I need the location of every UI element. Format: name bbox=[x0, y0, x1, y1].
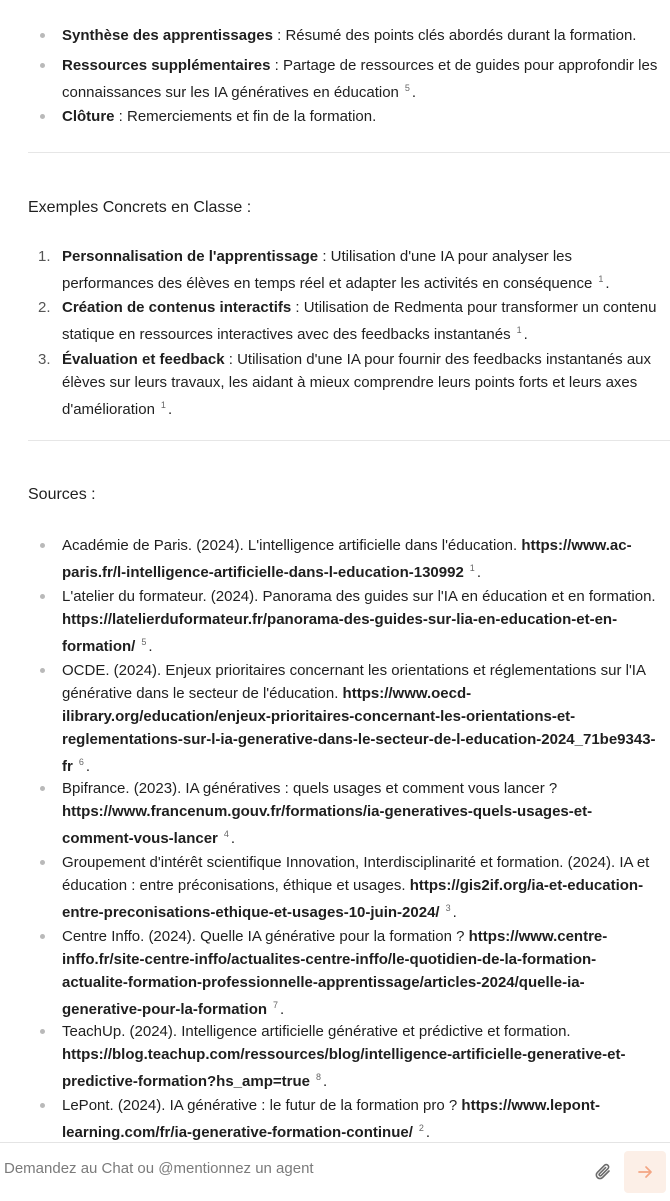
list-item: Ressources supplémentaires : Partage de ressources et de guides pour approfondir les connaissances sur les IA génératives en éducation $^5$ . bbox=[62, 54, 662, 104]
source-item: LePont. (2024). IA générative : le futur de la formation pro ? https://www.lepont-learning.com/fr/ia-generative-formation-continue/ $^2$ . bbox=[62, 1094, 662, 1144]
send-button[interactable] bbox=[624, 1151, 666, 1193]
source-link[interactable]: https://www.lepont-learning.com/fr/ia-generative-formation-continue/ bbox=[62, 1097, 600, 1141]
item-number: 2. bbox=[38, 299, 51, 316]
item-text: : Utilisation d'une IA pour analyser les performances des élèves en temps réel et adapter les activités en conséquence bbox=[62, 248, 593, 292]
source-text: OCDE. (2024). Enjeux prioritaires concernant les orientations et réglementations sur l'IA générative dans le secteur de l'éducation. bbox=[62, 662, 646, 702]
source-text: Bpifrance. (2023). IA génératives : quels usages et comment vous lancer ? bbox=[62, 780, 558, 797]
item-text: : Partage de ressources et de guides pour approfondir les connaissances sur les IA génératives en éducation bbox=[62, 57, 658, 101]
source-link[interactable]: https://latelierduformateur.fr/panorama-des-guides-sur-lia-en-education-et-en-formation/ bbox=[62, 611, 618, 655]
source-link[interactable]: https://blog.teachup.com/ressources/blog/intelligence-artificielle-generative-et-predictive-formation?hs_amp=true bbox=[62, 1046, 626, 1090]
citation-ref[interactable]: 5 bbox=[404, 83, 410, 93]
item-text: : Utilisation d'une IA pour fournir des feedbacks instantanés aux élèves sur leurs travaux, les aidant à mieux comprendre leurs points forts et leurs axes d'amélioration bbox=[62, 351, 652, 418]
list-item bbox=[62, 105, 662, 128]
citation-ref[interactable]: 7 bbox=[273, 1000, 279, 1010]
source-text: LePont. (2024). IA générative : le futur de la formation pro ? bbox=[62, 1097, 462, 1114]
citation-ref[interactable]: 1 bbox=[160, 400, 166, 410]
section-heading: Exemples Concrets en Classe : bbox=[28, 199, 252, 216]
list-item: 3. Évaluation et feedback : Utilisation d'une IA pour fournir des feedbacks instantanés aux élèves sur leurs travaux, les aidant à mieux comprendre leurs points forts et leurs axes d'amélioration $^1$ . bbox=[62, 348, 662, 421]
item-text: : Résumé des points clés abordés durant la formation. bbox=[272, 27, 637, 44]
source-item: OCDE. (2024). Enjeux prioritaires concernant les orientations et réglementations sur l'IA générative dans le secteur de l'éducation. https://www.oecd-ilibrary.org/education/enjeux-prioritaires-concernant-les-orientations-et-reglementations-sur-l-ia-generative-dans-le-secteur-de-l-education-2024_71be9343-fr $^6$ . bbox=[62, 659, 662, 778]
divider bbox=[28, 152, 670, 153]
bullet-dot bbox=[40, 543, 45, 548]
item-title: Ressources supplémentaires bbox=[62, 57, 271, 74]
source-item: Centre Inffo. (2024). Quelle IA générative pour la formation ? https://www.centre-inffo.fr/site-centre-inffo/actualites-centre-inffo/le-quotidien-de-la-formation-actualite-formation-professionnelle-apprentissage/articles-2024/quelle-ia-generative-pour-la-formation $^7$ . bbox=[62, 925, 662, 1021]
bullet-dot bbox=[40, 33, 45, 38]
source-text: TeachUp. (2024). Intelligence artificielle générative et prédictive et formation. bbox=[62, 1023, 571, 1040]
item-title: Création de contenus interactifs bbox=[62, 299, 292, 316]
source-item: Bpifrance. (2023). IA génératives : quels usages et comment vous lancer ? https://www.francenum.gouv.fr/formations/ia-generatives-quels-usages-et-comment-vous-lancer $^4$ . bbox=[62, 777, 662, 850]
citation-ref[interactable]: 5 bbox=[141, 637, 147, 647]
citation-ref[interactable]: 3 bbox=[445, 903, 451, 913]
citation-ref[interactable]: 1 bbox=[516, 325, 522, 335]
source-link[interactable]: https://gis2if.org/ia-et-education-entre-preconisations-ethique-et-usages-10-juin-2024/ bbox=[62, 877, 644, 921]
source-text: Académie de Paris. (2024). L'intelligence artificielle dans l'éducation. bbox=[62, 537, 522, 554]
bullet-dot bbox=[40, 934, 45, 939]
bullet-dot bbox=[40, 63, 45, 68]
source-item: TeachUp. (2024). Intelligence artificielle générative et prédictive et formation. https://blog.teachup.com/ressources/blog/intelligence-artificielle-generative-et-predictive-formation?hs_amp=true $^8$ . bbox=[62, 1020, 662, 1093]
paperclip-icon[interactable] bbox=[593, 1160, 615, 1184]
source-link[interactable]: https://www.centre-inffo.fr/site-centre-inffo/actualites-centre-inffo/le-quotidien-de-la-formation-actualite-formation-professionnelle-apprentissage/articles-2024/quelle-ia-generative-pour-la-formation bbox=[62, 928, 608, 1018]
citation-ref[interactable]: 1 bbox=[469, 563, 475, 573]
citation-ref[interactable]: 2 bbox=[418, 1123, 424, 1133]
bullet-dot bbox=[40, 594, 45, 599]
citation-ref[interactable]: 1 bbox=[598, 274, 604, 284]
source-text: Centre Inffo. (2024). Quelle IA générative pour la formation ? bbox=[62, 928, 469, 945]
list-item: 1. Personnalisation de l'apprentissage : Utilisation d'une IA pour analyser les performances des élèves en temps réel et adapter les activités en conséquence $^1$ . bbox=[62, 245, 662, 295]
item-number: 1. bbox=[38, 248, 51, 265]
bullet-dot bbox=[40, 860, 45, 865]
list-item bbox=[62, 24, 662, 47]
source-link[interactable]: https://www.francenum.gouv.fr/formations/ia-generatives-quels-usages-et-comment-vous-lancer bbox=[62, 803, 593, 847]
item-title: Évaluation et feedback bbox=[62, 351, 225, 368]
divider bbox=[28, 440, 670, 441]
source-item: Groupement d'intérêt scientifique Innovation, Interdisciplinarité et formation. (2024). IA et éducation : entre préconisations, éthique et usages. https://gis2if.org/ia-et-education-entre-preconisations-ethique-et-usages-10-juin-2024/ $^3$ . bbox=[62, 851, 662, 924]
item-title: Synthèse des apprentissages bbox=[62, 27, 273, 44]
citation-ref[interactable]: 6 bbox=[78, 757, 84, 767]
bullet-dot bbox=[40, 114, 45, 119]
item-title: Personnalisation de l'apprentissage bbox=[62, 248, 319, 265]
source-item: Académie de Paris. (2024). L'intelligence artificielle dans l'éducation. https://www.ac-paris.fr/l-intelligence-artificielle-dans-l-education-130992 $^1$ . bbox=[62, 534, 644, 584]
item-title: Clôture bbox=[62, 108, 115, 125]
source-text: Groupement d'intérêt scientifique Innovation, Interdisciplinarité et formation. (2024). IA et éducation : entre préconisations, éthique et usages. bbox=[62, 854, 650, 894]
item-text: : Utilisation de Redmenta pour transformer un contenu statique en ressources interactives avec des feedbacks instantanés bbox=[62, 299, 657, 343]
item-number: 3. bbox=[38, 351, 51, 368]
chat-input[interactable] bbox=[4, 1160, 564, 1177]
bullet-dot bbox=[40, 1103, 45, 1108]
source-link[interactable]: https://www.ac-paris.fr/l-intelligence-artificielle-dans-l-education-130992 bbox=[62, 537, 632, 581]
source-item: L'atelier du formateur. (2024). Panorama des guides sur l'IA en éducation et en formation. https://latelierduformateur.fr/panorama-des-guides-sur-lia-en-education-et-en-formation/ $^5$ . bbox=[62, 585, 662, 658]
citation-ref[interactable]: 8 bbox=[315, 1072, 321, 1082]
source-text: L'atelier du formateur. (2024). Panorama des guides sur l'IA en éducation et en formation. bbox=[62, 588, 656, 605]
section-heading: Sources : bbox=[28, 486, 96, 503]
bullet-dot bbox=[40, 786, 45, 791]
bullet-dot bbox=[40, 668, 45, 673]
bullet-dot bbox=[40, 1029, 45, 1034]
chat-input-bar bbox=[0, 1142, 670, 1201]
source-link[interactable]: https://www.oecd-ilibrary.org/education/enjeux-prioritaires-concernant-les-orientations-et-reglementations-sur-l-ia-generative-dans-le-secteur-de-l-education-2024_71be9343-fr bbox=[62, 685, 656, 775]
list-item: 2. Création de contenus interactifs : Utilisation de Redmenta pour transformer un contenu statique en ressources interactives avec des feedbacks instantanés $^1$ . bbox=[62, 296, 662, 346]
item-text: : Remerciements et fin de la formation. bbox=[114, 108, 377, 125]
arrow-right-icon bbox=[636, 1163, 654, 1181]
citation-ref[interactable]: 4 bbox=[223, 829, 229, 839]
